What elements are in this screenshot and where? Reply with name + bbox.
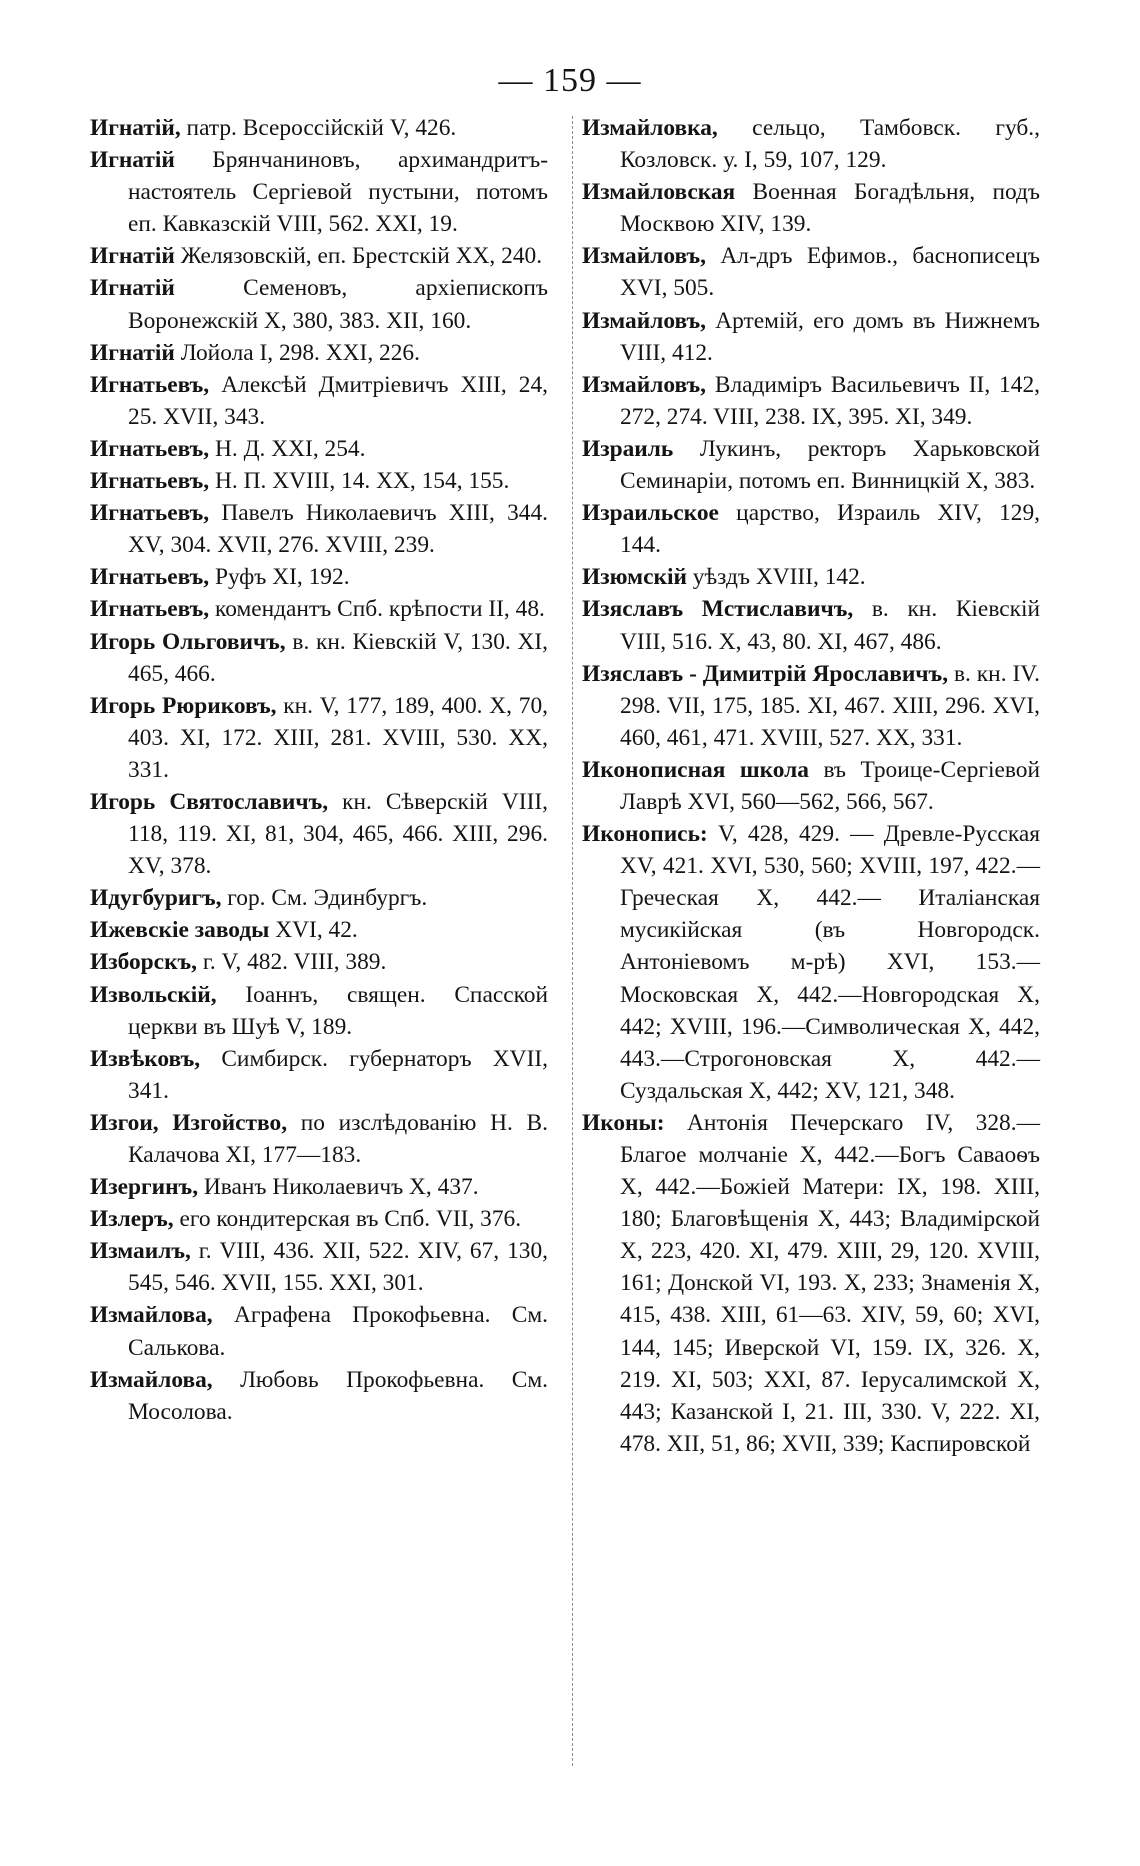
index-entry bbox=[582, 369, 1040, 433]
index-entry bbox=[582, 433, 1040, 497]
entry-text: Желязовскій, еп. Брестскій XX, 240. bbox=[174, 243, 543, 270]
entry-headword: Изяславъ Мстиславичъ, bbox=[582, 596, 854, 623]
entry-text: комендантъ Спб. крѣпости II, 48. bbox=[209, 596, 545, 623]
index-entry bbox=[90, 1299, 548, 1363]
index-entry bbox=[90, 497, 548, 561]
entry-text: въ Троице-Сергіевой Лаврѣ XVI, 560—562, 566, 567. bbox=[620, 756, 1040, 815]
entry-headword: Ижевскіе заводы bbox=[90, 917, 270, 944]
entry-text: Любовь Прокофьевна. См. Мосолова. bbox=[128, 1366, 548, 1425]
entry-headword: Игнатьевъ, bbox=[90, 564, 210, 591]
entry-text: XVI, 42. bbox=[269, 917, 358, 944]
entry-headword: Извѣковъ, bbox=[90, 1045, 201, 1072]
entry-text: г. V, 482. VIII, 389. bbox=[197, 949, 387, 976]
entry-text: Лукинъ, ректоръ Харьковской Семинаріи, потомъ еп. Винницкій X, 383. bbox=[620, 435, 1040, 495]
index-entry bbox=[582, 1107, 1040, 1460]
index-entry bbox=[90, 946, 548, 978]
entry-headword: Изюмскій bbox=[582, 564, 687, 591]
index-entry bbox=[582, 561, 1040, 593]
entry-headword: Игнатій bbox=[90, 243, 175, 270]
entry-text: Владиміръ Васильевичъ II, 142, 272, 274. VIII, 238. IX, 395. XI, 349. bbox=[620, 371, 1040, 430]
entry-headword: Изгои, Изгойство, bbox=[90, 1109, 288, 1136]
entry-headword: Игорь Рюриковъ, bbox=[90, 692, 277, 719]
entry-text: Алексѣй Дмитріевичъ XIII, 24, 25. XVII, 343. bbox=[128, 371, 548, 430]
index-entry bbox=[582, 818, 1040, 1107]
right-column bbox=[582, 112, 1040, 1460]
entry-headword: Игнатій, bbox=[90, 115, 181, 141]
index-entry bbox=[582, 240, 1040, 304]
index-entry bbox=[582, 112, 1040, 176]
entry-headword: Игнатій bbox=[90, 275, 175, 302]
entry-text: патр. Всероссійскій V, 426. bbox=[180, 115, 457, 141]
index-entry bbox=[582, 593, 1040, 657]
index-entry bbox=[582, 754, 1040, 818]
index-entry bbox=[582, 305, 1040, 369]
entry-headword: Игнатьевъ, bbox=[90, 435, 210, 462]
left-column bbox=[90, 112, 548, 1428]
index-entry bbox=[90, 882, 548, 914]
entry-headword: Игнатьевъ, bbox=[90, 371, 210, 398]
column-divider bbox=[572, 116, 573, 1766]
entry-headword: Игорь Святославичъ, bbox=[90, 788, 329, 815]
entry-text: Н. П. XVIII, 14. XX, 154, 155. bbox=[209, 468, 510, 495]
entry-text: по изслѣдованію Н. В. Калачова XI, 177—183. bbox=[128, 1109, 548, 1168]
entry-text: уѣздъ XVIII, 142. bbox=[686, 564, 866, 591]
index-entry bbox=[90, 786, 548, 882]
index-entry bbox=[90, 272, 548, 336]
index-entry bbox=[90, 144, 548, 240]
entry-text: в. кн. Кіевскій VIII, 516. X, 43, 80. XI, 467, 486. bbox=[620, 596, 1040, 655]
index-entry bbox=[90, 1043, 548, 1107]
index-entry bbox=[90, 112, 548, 144]
entry-headword: Игорь Ольговичъ, bbox=[90, 628, 286, 655]
entry-text: кн. Сѣверскій VIII, 118, 119. XI, 81, 304, 465, 466. XIII, 296. XV, 378. bbox=[128, 788, 548, 880]
index-entry bbox=[90, 979, 548, 1043]
entry-headword: Игнатьевъ, bbox=[90, 596, 210, 623]
index-entry bbox=[90, 626, 548, 690]
entry-headword: Измайлова, bbox=[90, 1302, 213, 1329]
entry-headword: Измайловка, bbox=[582, 115, 718, 141]
entry-text: в. кн. IV. 298. VII, 175, 185. XI, 467. XIII, 296. XVI, 460, 461, 471. XVIII, 527. XX, 331. bbox=[620, 660, 1040, 751]
entry-headword: Измайловская bbox=[582, 179, 736, 206]
entry-text: Аграфена Прокофьевна. См. Салькова. bbox=[128, 1302, 548, 1361]
index-entry bbox=[90, 1235, 548, 1299]
index-entry bbox=[90, 1364, 548, 1428]
entry-headword: Изяславъ - Димитрій Ярославичъ, bbox=[582, 660, 949, 687]
entry-text: Антонія Печерскаго IV, 328.— Благое молчаніе X, 442.—Богъ Саваоѳъ X, 442.—Божіей Матери: IX, 198. XIII, 180; Благовѣщенія X, 443; Владимірской X, 223, 420. XI, 479. XIII, 29, 120. XVIII, 161; Донской VI, 193. X, 233; Знаменія X, 415, 438. XIII, 61—63. XIV, 59, 60; XVI, 144, 145; Иверской VI, 159. IX, 326. X, 219. XI, 503; XXI, 87. Іерусалимской X, 443; Казанской I, 21. III, 330. V, 222. XI, 478. XII, 51, 86; XVII, 339; Каспировской bbox=[620, 1109, 1040, 1457]
entry-headword: Игнатьевъ, bbox=[90, 468, 210, 495]
entry-text: гор. См. Эдинбургъ. bbox=[221, 885, 428, 912]
page-number: — 159 — bbox=[498, 62, 642, 99]
entry-headword: Изергинъ, bbox=[90, 1174, 199, 1201]
entry-headword: Измаилъ, bbox=[90, 1238, 191, 1265]
entry-headword: Изборскъ, bbox=[90, 949, 198, 976]
entry-headword: Игнатьевъ, bbox=[90, 500, 210, 527]
index-entry bbox=[90, 1203, 548, 1235]
index-entry bbox=[90, 1107, 548, 1171]
index-entry bbox=[90, 690, 548, 786]
entry-headword: Измайловъ, bbox=[582, 371, 706, 398]
entry-text: Брянчаниновъ, архимандритъ-настоятель Сергіевой пустыни, потомъ еп. Кавказскій VIII, 562. XXI, 19. bbox=[128, 147, 548, 238]
entry-text: Н. Д. XXI, 254. bbox=[209, 435, 366, 462]
entry-headword: Израиль bbox=[582, 435, 674, 462]
entry-text: Ал-дръ Ефимов., баснописецъ XVI, 505. bbox=[620, 243, 1040, 302]
index-entry bbox=[90, 1171, 548, 1203]
index-entry bbox=[90, 561, 548, 593]
entry-text: его кондитерская въ Спб. VII, 376. bbox=[173, 1206, 522, 1233]
entry-text: Семеновъ, архіепископъ Воронежскій X, 380, 383. XII, 160. bbox=[128, 275, 548, 334]
entry-text: Руфъ XI, 192. bbox=[209, 564, 350, 591]
entry-headword: Измайловъ, bbox=[582, 307, 706, 334]
entry-headword: Иконы: bbox=[582, 1109, 665, 1136]
entry-headword: Игнатій bbox=[90, 147, 175, 174]
entry-text: Іоаннъ, священ. Спасской церкви въ Шуѣ V, 189. bbox=[128, 981, 548, 1040]
entry-headword: Извольскій, bbox=[90, 981, 217, 1008]
entry-text: Иванъ Николаевичъ X, 437. bbox=[198, 1174, 479, 1201]
index-entry bbox=[90, 593, 548, 625]
entry-text: Симбирск. губернаторъ XVII, 341. bbox=[128, 1045, 548, 1104]
index-entry bbox=[90, 914, 548, 946]
index-entry bbox=[90, 433, 548, 465]
index-entry bbox=[90, 369, 548, 433]
entry-text: Павелъ Николаевичъ XIII, 344. XV, 304. XVII, 276. XVIII, 239. bbox=[128, 500, 548, 559]
entry-headword: Идугбуригъ, bbox=[90, 885, 222, 912]
entry-headword: Иконописная школа bbox=[582, 756, 809, 783]
entry-headword: Израильское bbox=[582, 500, 719, 527]
entry-text: Артемій, его домъ въ Нижнемъ VIII, 412. bbox=[620, 307, 1040, 366]
entry-text: кн. V, 177, 189, 400. X, 70, 403. XI, 172. XIII, 281. XVIII, 530. XX, 331. bbox=[128, 692, 548, 783]
entry-text: г. VIII, 436. XII, 522. XIV, 67, 130, 545, 546. XVII, 155. XXI, 301. bbox=[128, 1238, 548, 1297]
entry-headword: Игнатій bbox=[90, 339, 175, 366]
entry-text: V, 428, 429. — Древле-Русская XV, 421. XVI, 530, 560; XVIII, 197, 422.—Греческая X, 442.— Италіанская мусикійская (въ Новгородск. Антоніевомъ м-рѣ) XVI, 153.—Московская X, 442.—Новгородская X, 442; XVIII, 196.—Символическая X, 442, 443.—Строгоновская X, 442.—Суздальская X, 442; XV, 121, 348. bbox=[620, 821, 1040, 1104]
entry-headword: Измайловъ, bbox=[582, 243, 706, 270]
entry-text: Военная Богадѣльня, подъ Москвою XIV, 139. bbox=[620, 179, 1040, 238]
index-entry bbox=[582, 497, 1040, 561]
entry-headword: Излеръ, bbox=[90, 1206, 174, 1233]
index-entry bbox=[90, 337, 548, 369]
entry-text: сельцо, Тамбовск. губ., Козловск. у. I, 59, 107, 129. bbox=[620, 115, 1040, 174]
entry-headword: Измайлова, bbox=[90, 1366, 213, 1393]
index-entry bbox=[582, 176, 1040, 240]
entry-text: в. кн. Кіевскій V, 130. XI, 465, 466. bbox=[128, 628, 549, 687]
index-entry bbox=[582, 658, 1040, 754]
index-entry bbox=[90, 465, 548, 497]
entry-text: Лойола I, 298. XXI, 226. bbox=[174, 339, 420, 366]
entry-text: царство, Израиль XIV, 129, 144. bbox=[620, 500, 1040, 559]
index-entry bbox=[90, 240, 548, 272]
entry-headword: Иконопись: bbox=[582, 821, 708, 848]
